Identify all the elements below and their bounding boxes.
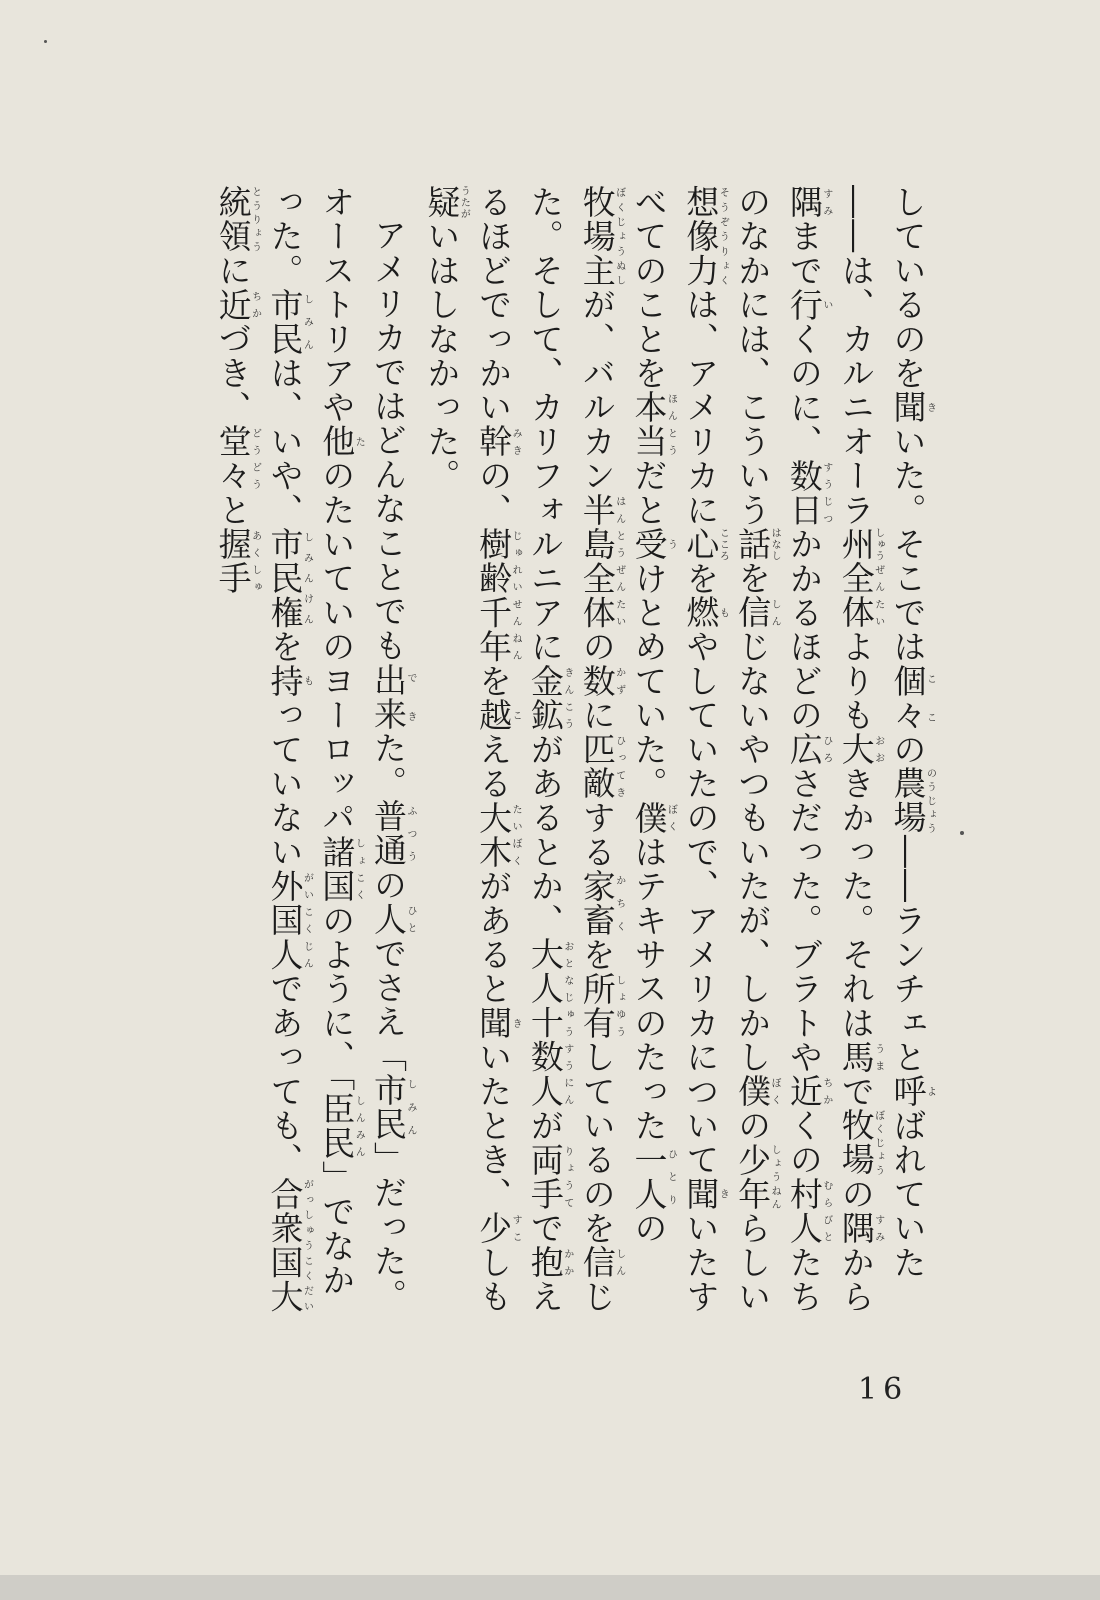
scan-speck <box>960 831 964 835</box>
page-number: 16 <box>858 1372 909 1407</box>
paragraph-1: しているのを聞きいた。そこでは個々ここの農場のうじょう――ランチェと呼よばれていた――は、カルニオーラ州しゅう全体ぜんたいよりも大おおきかった。それは馬うまで牧場ぼくじょうの隅すみから隅すみまで行いくのに、数すう日じつかかるほどの広ひろさだった。ブラトや近ちかくの村人むらびとたちのなかには、こういう話はなしを信しんじないやつもいたが、しかし僕ぼくの少年しょうねんらしい想像力そうぞうりょくは、アメリカに心こころを燃もやしていたので、アメリカについて聞きいたすべてのことを本当ほんとうだと受うけとめていた。僕ぼくはテキサスのたった一人ひとりの牧場主ぼくじょうぬしが、バルカン半島全体はんとうぜんたいの数かずに匹敵ひってきする家畜かちくを所有しょゆうしているのを信しんじた。そして、カリフォルニアに金鉱きんこうがあるとか、大人十数人おとなじゅうすうにんが両手りょうてで抱かかえるほどでっかい幹みきの、樹齢千年じゅれいせんねんを越こえる大木たいぼくがあると聞きいたとき、少すこしも疑うたがいはしなかった。 <box>422 185 936 1314</box>
scan-background <box>0 1575 1100 1600</box>
scan-speck <box>44 40 47 43</box>
paragraph-2: アメリカではどんなことでも出来できた。普通ふつうの人ひとでさえ「市民しみん」だった。オーストリアや他たのたいていのヨーロッパ諸国しょこくのように、「臣民しんみん」でなかった。市民しみんは、いや、市民権しみんけんを持もっていない外国人がいこくじんであっても、合衆国大統領がっしゅうこくだいとうりょうに近ちかづき、堂々どうどうと握手あくしゅ <box>213 185 417 1314</box>
vertical-text-body <box>195 185 935 1315</box>
